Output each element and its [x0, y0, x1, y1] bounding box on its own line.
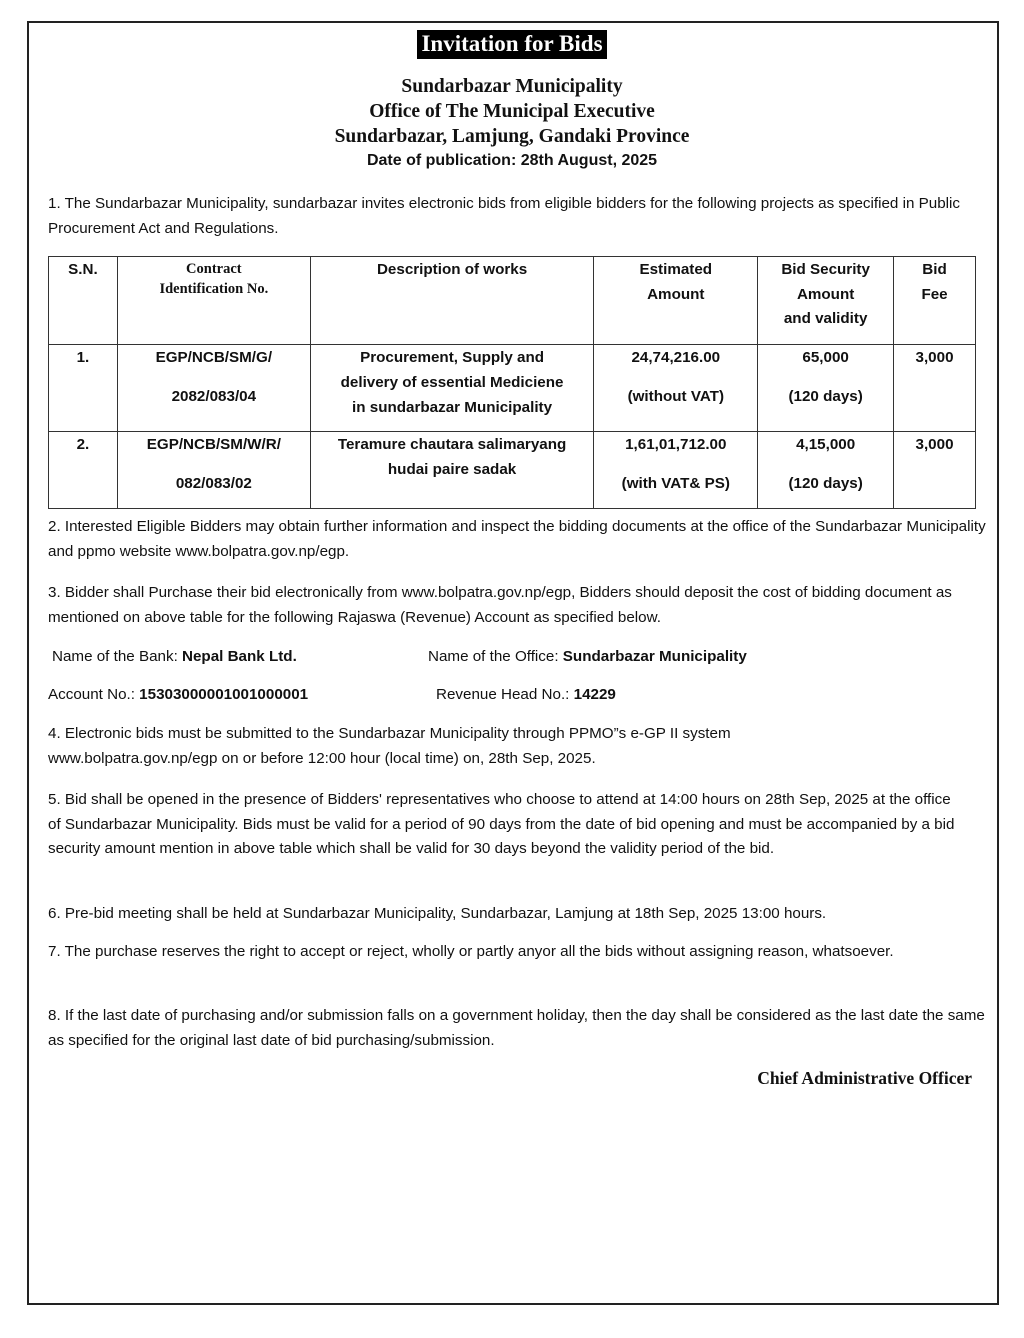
header-description: Description of works [310, 257, 594, 345]
row-bid-fee: 3,000 [894, 432, 976, 509]
row-bid-security: 65,000 (120 days) [758, 345, 894, 432]
paragraph-5: 5. Bid shall be opened in the presence of Bidders' representatives who choose to attend at 14:00 hours on 28th Sep, 2025 at the office of Sundarbazar Municipality. Bids must be valid for a period of 90 days from the date of bid opening and must be accompanied by a bid security amount mention in above table which shall be valid for 30 days beyond the validity period of the bid. [48, 791, 955, 857]
table-row [49, 345, 976, 432]
revenue-head: Revenue Head No.: 14229 [436, 686, 616, 703]
paragraph-2: 2. Interested Eligible Bidders may obtain further information and inspect the bidding documents at the office of the Sundarbazar Municipality and ppmo website www.bolpatra.gov.np/egp. [48, 518, 986, 560]
table-row [49, 432, 976, 509]
table-header-row [49, 257, 976, 345]
row-sn: 1. [49, 345, 118, 432]
header-contract-id: Contract Identification No. [117, 257, 310, 345]
header-bid-security: Bid Security Amount and validity [758, 257, 894, 345]
bank-name: Name of the Bank: Nepal Bank Ltd. [52, 648, 297, 665]
row-description: Teramure chautara salimaryang hudai paire sadak [310, 432, 594, 509]
paragraph-4: 4. Electronic bids must be submitted to the Sundarbazar Municipality through PPMO”s e-GP II system www.bolpatra.gov.np/egp on or before 12:00 hour (local time) on, 28th Sep, 2025. [48, 725, 731, 767]
row-estimated-amount: 24,74,216.00 (without VAT) [594, 345, 758, 432]
office-name-field: Name of the Office: Sundarbazar Municipality [428, 648, 747, 665]
office-address: Sundarbazar, Lamjung, Gandaki Province [334, 126, 690, 147]
document-title: Invitation for Bids [417, 30, 606, 59]
org-name: Sundarbazar Municipality [401, 76, 623, 97]
paragraph-3: 3. Bidder shall Purchase their bid electronically from www.bolpatra.gov.np/egp, Bidders should deposit the cost of bidding document as mentioned on above table for the following Rajaswa (Revenue) Account as specified below. [48, 584, 952, 626]
row-sn: 2. [49, 432, 118, 509]
bids-table [48, 256, 976, 509]
paragraph-1: 1. The Sundarbazar Municipality, sundarbazar invites electronic bids from eligible bidders for the following projects as specified in Public Procurement Act and Regulations. [48, 195, 960, 237]
header-estimated-amount: Estimated Amount [594, 257, 758, 345]
account-number: Account No.: 15303000001001000001 [48, 686, 309, 703]
header-sn: S.N. [49, 257, 118, 345]
office-name: Office of The Municipal Executive [369, 101, 655, 122]
paragraph-8: 8. If the last date of purchasing and/or submission falls on a government holiday, then the day shall be considered as the last date the same as specified for the original last date of bid purchasing/submission. [48, 1007, 985, 1049]
row-bid-fee: 3,000 [894, 345, 976, 432]
row-estimated-amount: 1,61,01,712.00 (with VAT& PS) [594, 432, 758, 509]
paragraph-7: 7. The purchase reserves the right to accept or reject, wholly or partly anyor all the bids without assigning reason, whatsoever. [48, 943, 894, 960]
row-contract-id: EGP/NCB/SM/G/ 2082/083/04 [117, 345, 310, 432]
row-description: Procurement, Supply and delivery of essential Mediciene in sundarbazar Municipality [310, 345, 594, 432]
header-bid-fee: Bid Fee [894, 257, 976, 345]
paragraph-6: 6. Pre-bid meeting shall be held at Sundarbazar Municipality, Sundarbazar, Lamjung at 18th Sep, 2025 13:00 hours. [48, 905, 827, 922]
row-contract-id: EGP/NCB/SM/W/R/ 082/083/02 [117, 432, 310, 509]
signature-title: Chief Administrative Officer [757, 1068, 972, 1088]
publication-date: Date of publication: 28th August, 2025 [366, 152, 658, 169]
row-bid-security: 4,15,000 (120 days) [758, 432, 894, 509]
